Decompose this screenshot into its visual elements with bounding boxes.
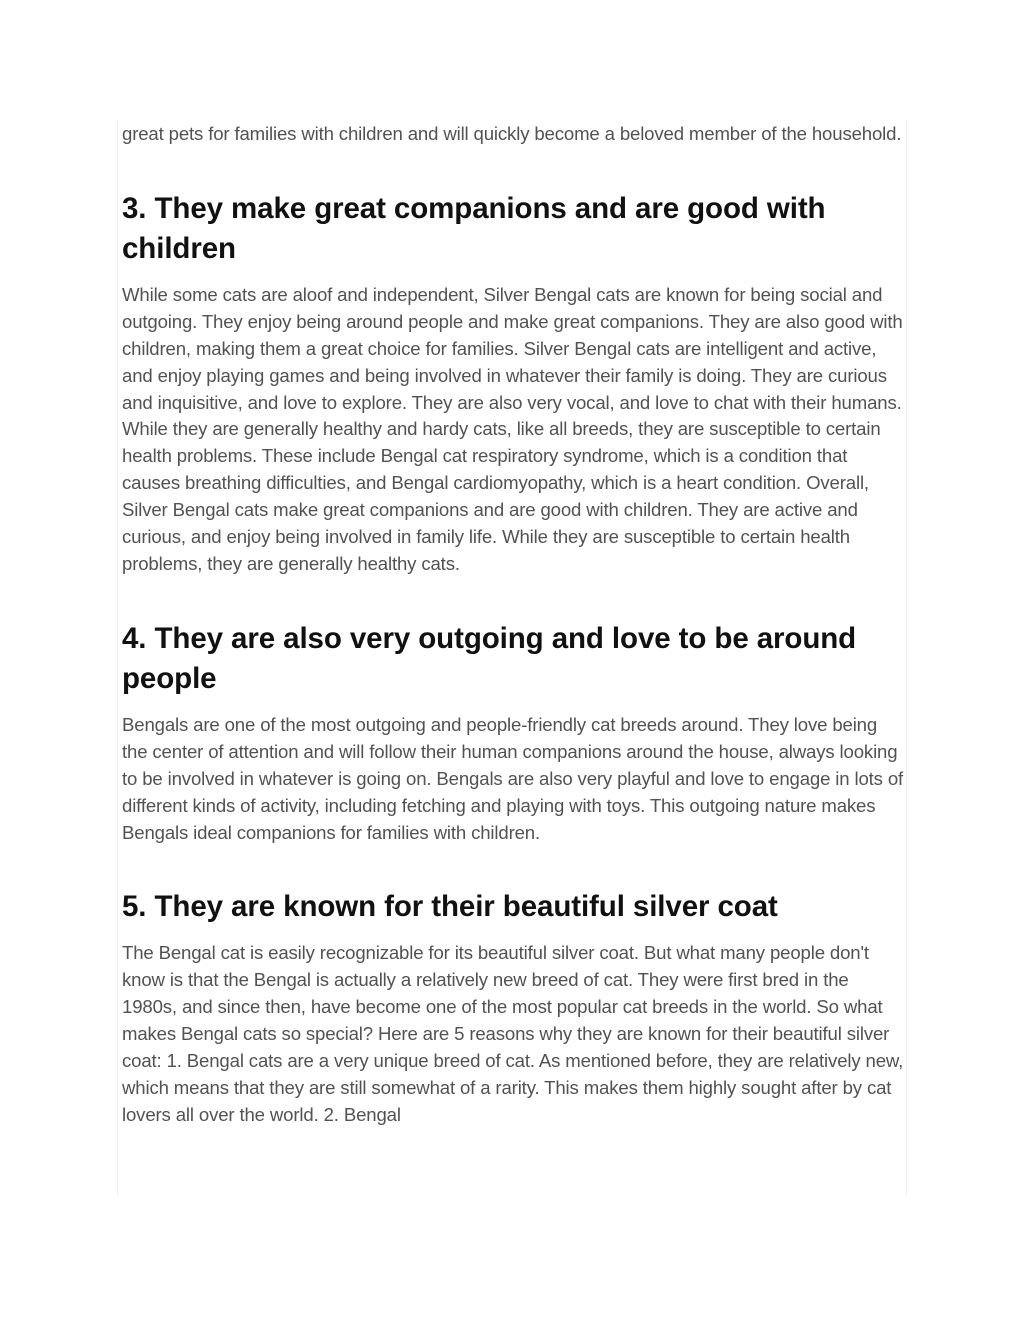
article-content [122,121,906,1129]
section-heading-3: 3. They make great companions and are good with children [122,191,826,265]
intro-paragraph: great pets for families with children and will quickly become a beloved member of the household. [122,123,902,144]
article-frame [117,119,907,1195]
section-body-4: Bengals are one of the most outgoing and people-friendly cat breeds around. They love being the center of attention and will follow their human companions around the house, always looking to be involved in whatever is going on. Bengals are also very playful and love to engage in lots of different kinds of activity, including fetching and playing with toys. This outgoing nature makes Bengals ideal companions for families with children. [122,713,904,843]
section-heading-5: 5. They are known for their beautiful silver coat [122,890,778,924]
section-body-5: The Bengal cat is easily recognizable for its beautiful silver coat. But what many people don't know is that the Bengal is actually a relatively new breed of cat. They were first bred in the 1980s, and since then, have become one of the most popular cat breeds in the world. So what makes Bengal cats so special? Here are 5 reasons why they are known for their beautiful silver coat: 1. Bengal cats are a very unique breed of cat. As mentioned before, they are relatively new, which means that they are still somewhat of a rarity. This makes them highly sought after by cat lovers all over the world. 2. Bengal [122,942,904,1125]
section-body-3: While some cats are aloof and independent, Silver Bengal cats are known for being social and outgoing. They enjoy being around people and make great companions. They are also good with children, making them a great choice for families. Silver Bengal cats are intelligent and active, and enjoy playing games and being involved in whatever their family is doing. They are curious and inquisitive, and love to explore. They are also very vocal, and love to chat with their humans. While they are generally healthy and hardy cats, like all breeds, they are susceptible to certain health problems. These include Bengal cat respiratory syndrome, which is a condition that causes breathing difficulties, and Bengal cardiomyopathy, which is a heart condition. Overall, Silver Bengal cats make great companions and are good with children. They are active and curious, and enjoy being involved in family life. While they are susceptible to certain health problems, they are generally healthy cats. [122,283,903,574]
section-heading-4: 4. They are also very outgoing and love to be around people [122,621,857,695]
